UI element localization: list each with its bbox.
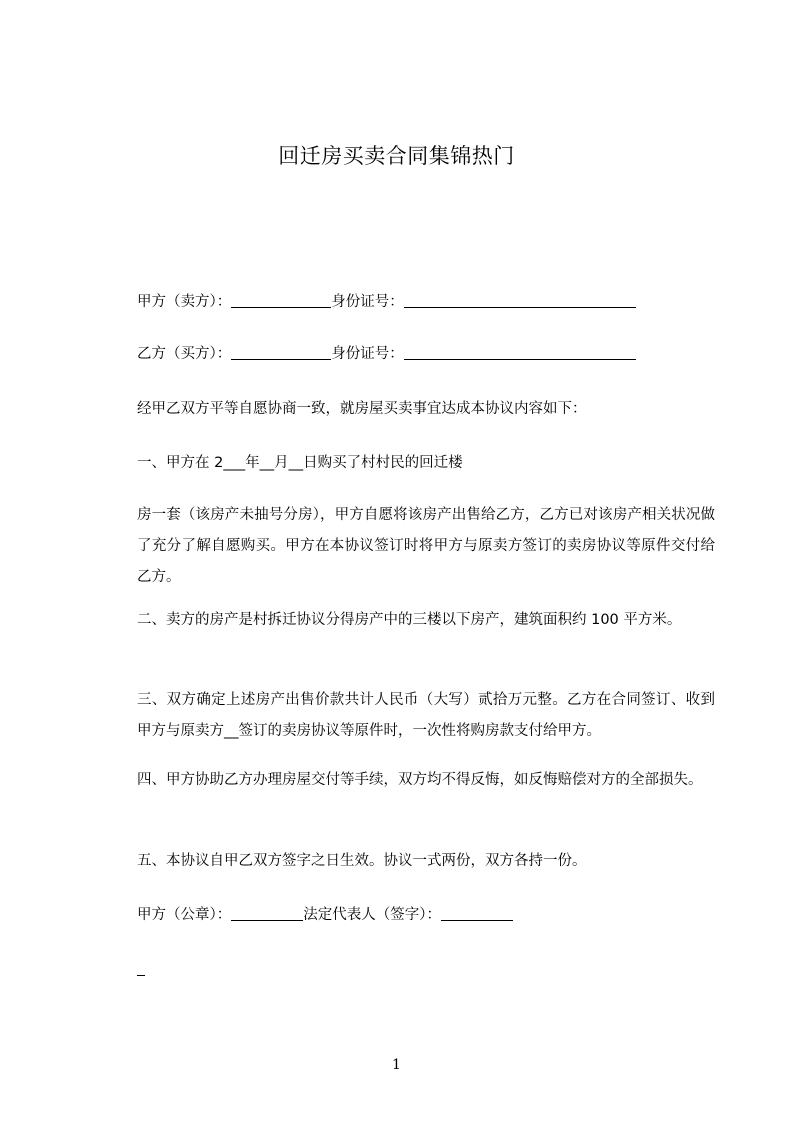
seal-blank	[231, 906, 303, 921]
party-a-name-blank	[231, 293, 331, 308]
trailing-dash	[137, 975, 145, 976]
legal-rep-blank	[441, 906, 513, 921]
party-b-label: 乙方（买方）：	[137, 346, 232, 362]
clause-4: 四、甲方协助乙方办理房屋交付等手续，双方均不得反悔，如反悔赔偿对方的全部损失。	[137, 772, 703, 788]
legal-rep-label: 法定代表人（签字）：	[303, 907, 441, 923]
document-title: 回迁房买卖合同集锦热门	[278, 144, 515, 168]
party-a-id-label: 身份证号：	[331, 294, 404, 310]
intro-text: 经甲乙双方平等自愿协商一致，就房屋买卖事宜达成本协议内容如下：	[137, 401, 587, 417]
party-b-name-blank	[231, 345, 331, 360]
party-a-label: 甲方（卖方）：	[137, 294, 232, 310]
party-b-id-blank	[404, 345, 636, 360]
party-a-line	[137, 293, 636, 311]
party-b-line	[137, 345, 636, 363]
seal-label: 甲方（公章）：	[137, 907, 232, 923]
party-a-id-blank	[404, 293, 636, 308]
clause-5: 五、本协议自甲乙双方签字之日生效。协议一式两份，双方各持一份。	[137, 853, 587, 869]
signature-line	[137, 906, 513, 924]
party-b-id-label: 身份证号：	[331, 346, 404, 362]
clause-2: 二、卖方的房产是村拆迁协议分得房产中的三楼以下房产，建筑面积约 100 平方米。	[137, 612, 682, 628]
page-number: 1	[392, 1057, 401, 1073]
clause-1-body: 房一套（该房产未抽号分房），甲方自愿将该房产出售给乙方，乙方已对该房产相关状况做了充分了解自愿购买。甲方在本协议签订时将甲方与原卖方签订的卖房协议等原件交付给乙方。	[137, 507, 715, 585]
clause-3: 三、双方确定上述房产出售价款共计人民币（大写）贰拾万元整。乙方在合同签订、收到甲方与原卖方__签订的卖房协议等原件时，一次性将购房款支付给甲方。	[137, 692, 715, 739]
clause-1-title: 一、甲方在 2___年__月__日购买了村村民的回迁楼	[137, 455, 463, 471]
